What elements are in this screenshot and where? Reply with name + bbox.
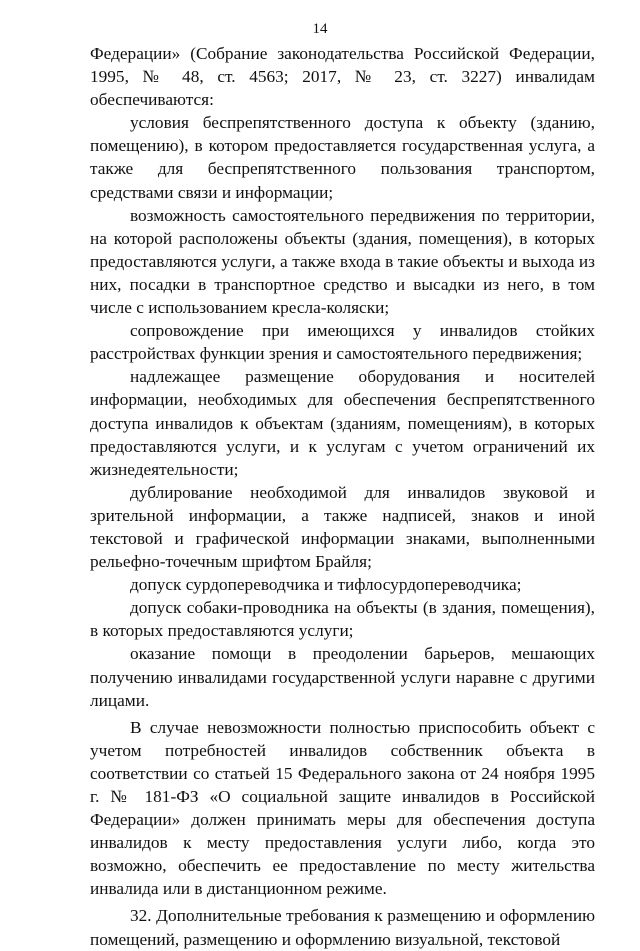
paragraph-braille-duplication: дублирование необходимой для инвалидов звуковой и зрительной информации, а также надписей, знаков и иной текстовой и графической информации знаками, выполненными рельефно-точечным шрифтом Брайля;	[90, 482, 595, 572]
page-number: 14	[312, 21, 328, 37]
paragraph-guide-dog: допуск собаки-проводника на объекты (в здания, помещения), в которых предоставляются услуги;	[90, 598, 595, 641]
paragraph-escort: сопровождение при имеющихся у инвалидов стойких расстройствах функции зрения и самостоятельного передвижения;	[90, 321, 595, 364]
paragraph-sign-interpreter: допуск сурдопереводчика и тифлосурдопереводчика;	[130, 575, 522, 595]
paragraph-equipment-placement: надлежащее размещение оборудования и носителей информации, необходимых для обеспечения беспрепятственного доступа инвалидов к объектам (зданиям, помещениям), в которых предоставляются услуги, и к услугам с учетом ограничений их жизнедеятельности;	[90, 367, 595, 479]
paragraph-assistance: оказание помощи в преодолении барьеров, мешающих получению инвалидами государственной услуги наравне с другими лицами.	[90, 644, 595, 710]
paragraph-item-32: 32. Дополнительные требования к размещению и оформлению помещений, размещению и оформлению визуальной, текстовой	[90, 906, 595, 949]
paragraph-owner-measures: В случае невозможности полностью приспособить объект с учетом потребностей инвалидов собственник объекта в соответствии со статьей 15 Федерального закона от 24 ноября 1995 г. № 181-ФЗ «О социальной защите инвалидов в Российской Федерации» должен принимать меры для обеспечения доступа инвалидов к месту предоставления услуги либо, когда это возможно, обеспечить ее предоставление по месту жительства инвалида или в дистанционном режиме.	[90, 717, 595, 899]
paragraph-independent-movement: возможность самостоятельного передвижения по территории, на которой расположены объекты (здания, помещения), в которых предоставляются услуги, а также входа в такие объекты и выхода из них, посадки в транспортное средство и высадки из него, в том числе с использованием кресла-коляски;	[90, 205, 595, 318]
paragraph-continuation: Федерации» (Собрание законодательства Российской Федерации, 1995, № 48, ст. 4563; 2017, № 23, ст. 3227) инвалидам обеспечиваются:	[90, 44, 595, 110]
paragraph-barrier-free-access: условия беспрепятственного доступа к объекту (зданию, помещению), в котором предоставляется государственная услуга, а также для беспрепятственного пользования транспортом, средствами связи и информации;	[90, 113, 595, 202]
document-body	[90, 42, 595, 951]
